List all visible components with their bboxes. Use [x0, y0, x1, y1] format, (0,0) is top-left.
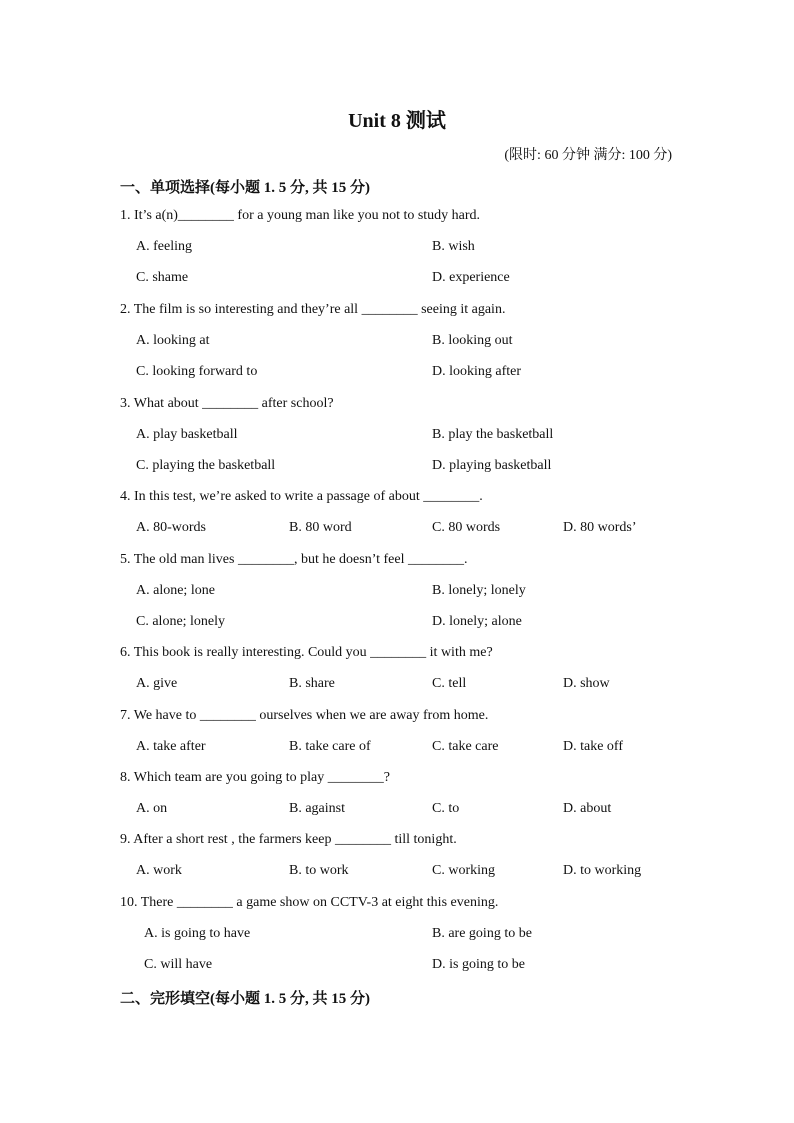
option-b: B. share: [289, 676, 335, 691]
option-a: A. give: [136, 676, 178, 691]
option-b: B. are going to be: [432, 926, 532, 941]
time-limit: (限时: 60 分钟 满分: 100 分): [504, 148, 672, 163]
question-stem: 8. Which team are you going to play ________?: [120, 770, 390, 785]
question-stem: 10. There ________ a game show on CCTV-3 at eight this evening.: [120, 895, 499, 910]
question-stem: 9. After a short rest , the farmers keep ________ till tonight.: [120, 832, 457, 847]
question-stem: 4. In this test, we’re asked to write a passage of about ________.: [120, 489, 483, 504]
option-d: D. about: [563, 801, 612, 816]
option-a: A. 80-words: [136, 520, 206, 535]
option-d: D. experience: [432, 270, 510, 285]
option-b: B. to work: [289, 863, 349, 878]
exam-title: Unit 8 测试: [348, 110, 446, 132]
option-b: B. play the basketball: [432, 427, 554, 442]
option-c: C. shame: [136, 270, 189, 285]
option-c: C. looking forward to: [136, 364, 258, 379]
option-a: A. alone; lone: [136, 583, 215, 598]
option-d: D. show: [563, 676, 610, 691]
option-b: B. against: [289, 801, 345, 816]
option-c: C. 80 words: [432, 520, 501, 535]
option-a: A. on: [136, 801, 168, 816]
option-a: A. looking at: [136, 333, 210, 348]
option-d: D. take off: [563, 739, 623, 754]
option-c: C. alone; lonely: [136, 614, 226, 629]
option-d: D. 80 words’: [563, 520, 637, 535]
question-stem: 2. The film is so interesting and they’re all ________ seeing it again.: [120, 302, 506, 317]
option-c: C. playing the basketball: [136, 458, 276, 473]
option-d: D. to working: [563, 863, 642, 878]
option-a: A. feeling: [136, 239, 192, 254]
option-b: B. wish: [432, 239, 475, 254]
option-a: A. take after: [136, 739, 206, 754]
option-a: A. work: [136, 863, 182, 878]
question-stem: 7. We have to ________ ourselves when we are away from home.: [120, 708, 489, 723]
option-b: B. 80 word: [289, 520, 352, 535]
option-d: D. looking after: [432, 364, 522, 379]
question-stem: 5. The old man lives ________, but he doesn’t feel ________.: [120, 552, 468, 567]
option-b: B. take care of: [289, 739, 371, 754]
option-c: C. to: [432, 801, 460, 816]
option-c: C. working: [432, 863, 495, 878]
section-heading-1: 一、单项选择(每小题 1. 5 分, 共 15 分): [120, 180, 370, 196]
question-stem: 6. This book is really interesting. Could you ________ it with me?: [120, 645, 493, 660]
option-c: C. will have: [144, 957, 213, 972]
option-a: A. is going to have: [144, 926, 251, 941]
question-stem: 3. What about ________ after school?: [120, 396, 334, 411]
question-stem: 1. It’s a(n)________ for a young man like you not to study hard.: [120, 208, 481, 223]
option-b: B. lonely; lonely: [432, 583, 526, 598]
option-d: D. playing basketball: [432, 458, 552, 473]
option-d: D. lonely; alone: [432, 614, 522, 629]
option-b: B. looking out: [432, 333, 513, 348]
section-heading-2: 二、完形填空(每小题 1. 5 分, 共 15 分): [120, 991, 370, 1007]
option-c: C. take care: [432, 739, 499, 754]
option-c: C. tell: [432, 676, 467, 691]
option-a: A. play basketball: [136, 427, 238, 442]
option-d: D. is going to be: [432, 957, 525, 972]
